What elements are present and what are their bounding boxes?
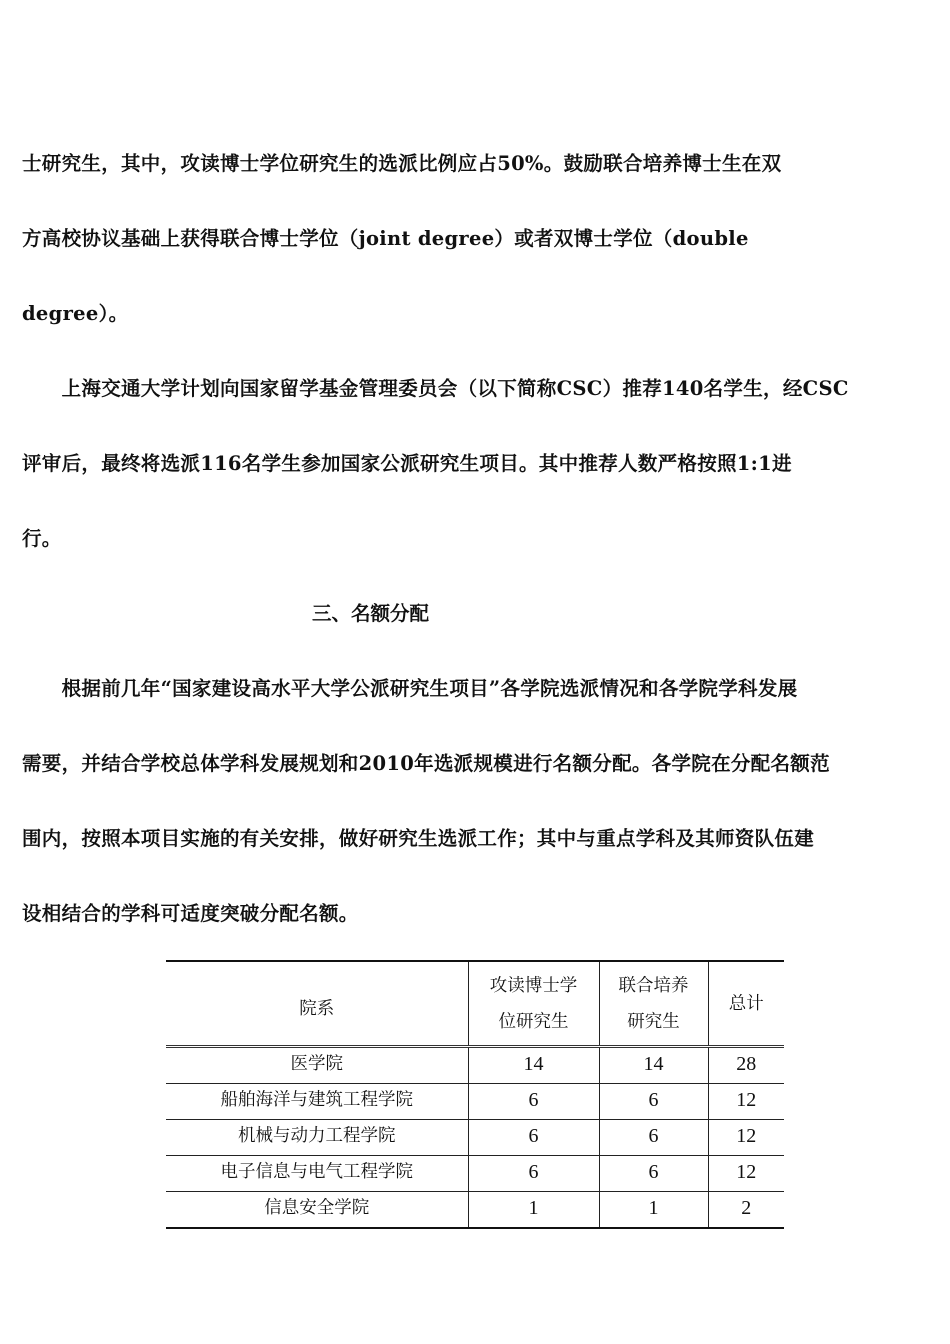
- section-heading: 三、名额分配: [312, 602, 430, 625]
- total-cell: 2: [708, 1192, 784, 1229]
- phd-cell: 1: [468, 1192, 599, 1229]
- phd-cell: 6: [468, 1120, 599, 1156]
- table-header-row: [166, 961, 784, 1047]
- dept-cell: 信息安全学院: [166, 1192, 468, 1229]
- phd-cell: 6: [468, 1156, 599, 1192]
- header-dept: 院系: [166, 961, 468, 1047]
- total-cell: 12: [708, 1084, 784, 1120]
- phd-cell: 14: [468, 1047, 599, 1084]
- table-row: [166, 1120, 784, 1156]
- header-phd: 攻读博士学 位研究生: [468, 961, 599, 1047]
- total-cell: 12: [708, 1156, 784, 1192]
- dept-cell: 医学院: [166, 1047, 468, 1084]
- joint-cell: 6: [599, 1084, 708, 1120]
- paragraph-line: 行。: [22, 527, 62, 550]
- joint-cell: 14: [599, 1047, 708, 1084]
- paragraph-line: 评审后，最终将选派116名学生参加国家公派研究生项目。其中推荐人数严格按照1:1进: [22, 452, 792, 475]
- paragraph-line: 上海交通大学计划向国家留学基金管理委员会（以下简称CSC）推荐140名学生，经CSC: [22, 377, 849, 400]
- quota-table: [166, 960, 784, 1229]
- paragraph-line: degree）。: [22, 302, 129, 325]
- phd-cell: 6: [468, 1084, 599, 1120]
- paragraph-line: 设相结合的学科可适度突破分配名额。: [22, 902, 359, 925]
- paragraph-line: 根据前几年“国家建设高水平大学公派研究生项目”各学院选派情况和各学院学科发展: [22, 677, 798, 700]
- paragraph-line: 士研究生，其中，攻读博士学位研究生的选派比例应占50%。鼓励联合培养博士生在双: [22, 152, 782, 175]
- table-row: [166, 1156, 784, 1192]
- total-cell: 12: [708, 1120, 784, 1156]
- joint-cell: 1: [599, 1192, 708, 1229]
- table-row: [166, 1192, 784, 1229]
- total-cell: 28: [708, 1047, 784, 1084]
- paragraph-line: 需要，并结合学校总体学科发展规划和2010年选派规模进行名额分配。各学院在分配名额范: [22, 752, 830, 775]
- table-row: [166, 1047, 784, 1084]
- header-joint: 联合培养 研究生: [599, 961, 708, 1047]
- dept-cell: 机械与动力工程学院: [166, 1120, 468, 1156]
- paragraph-line: 方高校协议基础上获得联合博士学位（joint degree）或者双博士学位（double: [22, 227, 749, 250]
- joint-cell: 6: [599, 1156, 708, 1192]
- table-row: [166, 1084, 784, 1120]
- dept-cell: 电子信息与电气工程学院: [166, 1156, 468, 1192]
- dept-cell: 船舶海洋与建筑工程学院: [166, 1084, 468, 1120]
- joint-cell: 6: [599, 1120, 708, 1156]
- header-total: 总计: [708, 961, 784, 1047]
- paragraph-line: 围内，按照本项目实施的有关安排，做好研究生选派工作；其中与重点学科及其师资队伍建: [22, 827, 815, 850]
